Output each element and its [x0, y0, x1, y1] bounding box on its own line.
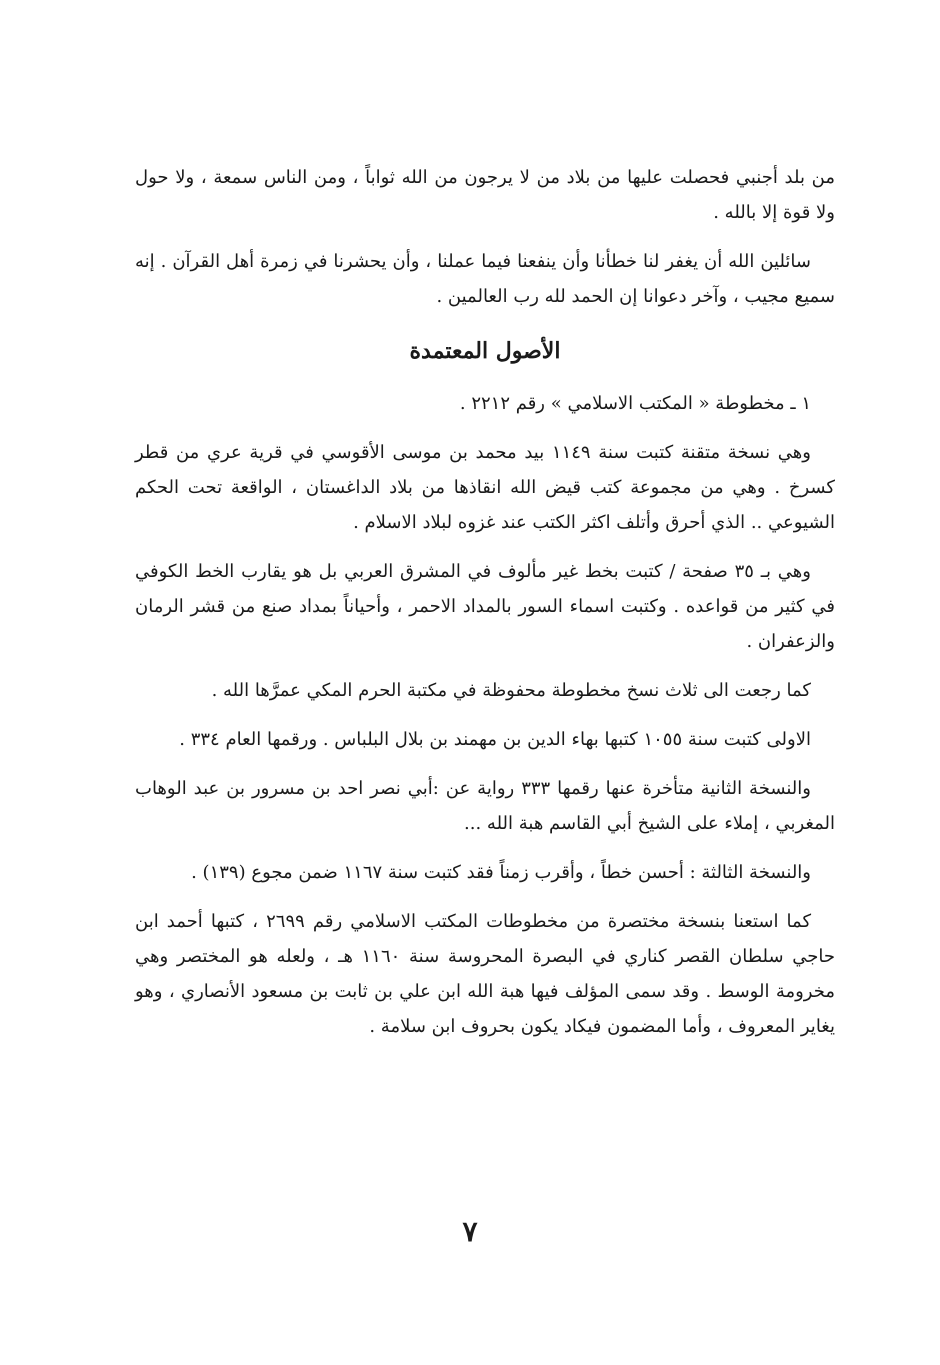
paragraph-item-1: ١ ـ مخطوطة « المكتب الاسلامي » رقم ٢٢١٢ .	[459, 393, 811, 414]
paragraph-first-copy: الاولى كتبت سنة ١٠٥٥ كتبها بهاء الدين بن مهمند بن بلال البلباس . ورقمها العام ٣٣٤ .	[179, 729, 811, 750]
page-body	[135, 160, 835, 1058]
paragraph-abridged: كما استعنا بنسخة مختصرة من مخطوطات المكتب الاسلامي رقم ٢٦٩٩ ، كتبها أحمد ابن حاجي سلطان القصر كناري في البصرة المحروسة سنة ١١٦٠ هـ ، ولعله هو المختصر وهي مخرومة الوسط . وقد سمى المؤلف فيها هبة الله ابن علي بن ثابت بن مسعود الأنصاري ، وهو يغاير المعروف ، وأما المضمون فيكاد يكون بحروف ابن سلامة .	[135, 911, 835, 1037]
paragraph-intro-1: من بلد أجنبي فحصلت عليها من بلاد من لا يرجون من الله ثواباً ، ومن الناس سمعة ، ولا حول ولا قوة إلا بالله .	[135, 167, 835, 223]
section-heading: الأصول المعتمدة	[409, 338, 561, 364]
paragraph-copies: كما رجعت الى ثلاث نسخ مخطوطة محفوظة في مكتبة الحرم المكي عمرَّها الله .	[211, 680, 811, 701]
paragraph-third-copy: والنسخة الثالثة : أحسن خطاً ، وأقرب زمناً فقد كتبت سنة ١١٦٧ ضمن مجوع (١٣٩) .	[191, 862, 811, 883]
paragraph-script: وهي بـ ٣٥ صفحة / كتبت بخط غير مألوف في المشرق العربي بل هو يقارب الخط الكوفي في كثير من قواعده . وكتبت اسماء السور بالمداد الاحمر ، وأحياناً بمداد صنع من قشر الرمان والزعفران .	[135, 561, 835, 652]
page-number: ٧	[462, 1215, 478, 1248]
paragraph-second-copy: والنسخة الثانية متأخرة عنها رقمها ٣٣٣ رواية عن :أبي نصر احد بن مسرور بن عبد الوهاب المغربي ، إملاء على الشيخ أبي القاسم هبة الله ...	[135, 778, 835, 834]
paragraph-description: وهي نسخة متقنة كتبت سنة ١١٤٩ بيد محمد بن موسى الأقوسي في قرية عري من قطر كسرخ . وهي من مجموعة كتب قيض الله انقاذها من بلاد الداغستان ، الواقعة تحت الحكم الشيوعي .. الذي أحرق وأتلف اكثر الكتب عند غزوه لبلاد الاسلام .	[135, 442, 835, 533]
paragraph-intro-2: سائلين الله أن يغفر لنا خطأنا وأن ينفعنا فيما عملنا ، وأن يحشرنا في زمرة أهل القرآن . إنه سميع مجيب ، وآخر دعوانا إن الحمد لله رب العالمين .	[135, 251, 835, 307]
